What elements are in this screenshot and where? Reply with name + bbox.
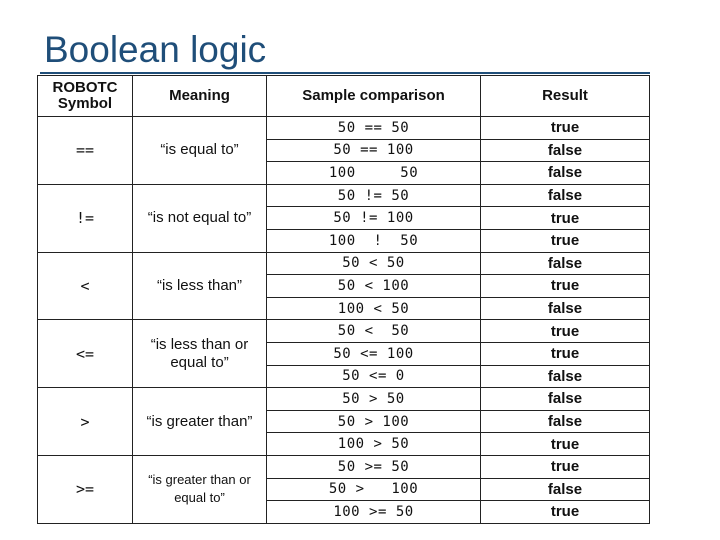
sample-comparison: 50 > 100 xyxy=(267,410,481,433)
comparison-result: false xyxy=(481,410,650,433)
sample-comparison: 50 < 100 xyxy=(267,275,481,298)
sample-comparison: 50 >= 50 xyxy=(267,455,481,478)
operator-meaning: “is less than” xyxy=(133,252,267,320)
sample-comparison: 50 < 50 xyxy=(267,252,481,275)
table-header-row xyxy=(38,76,650,117)
comparison-result: false xyxy=(481,184,650,207)
table-row xyxy=(38,252,650,275)
comparison-result: true xyxy=(481,501,650,524)
sample-comparison: 100 > 50 xyxy=(267,433,481,456)
comparison-result: false xyxy=(481,139,650,162)
operator-meaning: “is greater than or equal to” xyxy=(133,455,267,523)
comparison-result: true xyxy=(481,117,650,140)
table-row xyxy=(38,455,650,478)
comparison-result: false xyxy=(481,388,650,411)
operator-symbol: > xyxy=(38,388,133,456)
comparison-result: true xyxy=(481,229,650,252)
header-meaning: Meaning xyxy=(133,76,267,117)
comparison-result: true xyxy=(481,320,650,343)
sample-comparison: 50 == 50 xyxy=(267,117,481,140)
header-symbol-line1: ROBOTC xyxy=(52,79,118,96)
table-row xyxy=(38,320,650,343)
header-symbol xyxy=(38,76,133,117)
slide-title: Boolean logic xyxy=(44,29,267,70)
header-comparison: Sample comparison xyxy=(267,76,481,117)
comparison-result: true xyxy=(481,342,650,365)
sample-comparison: 100 ! 50 xyxy=(267,229,481,252)
operator-meaning: “is greater than” xyxy=(133,388,267,456)
comparison-result: false xyxy=(481,162,650,185)
comparison-result: true xyxy=(481,433,650,456)
sample-comparison: 50 <= 0 xyxy=(267,365,481,388)
sample-comparison: 100 < 50 xyxy=(267,297,481,320)
sample-comparison: 50 != 100 xyxy=(267,207,481,230)
sample-comparison: 50 != 50 xyxy=(267,184,481,207)
comparison-result: false xyxy=(481,478,650,501)
operator-symbol: == xyxy=(38,117,133,185)
operator-meaning: “is not equal to” xyxy=(133,184,267,252)
sample-comparison: 100 >= 50 xyxy=(267,501,481,524)
table-row xyxy=(38,117,650,140)
header-result: Result xyxy=(481,76,650,117)
header-symbol-line2: Symbol xyxy=(57,95,113,112)
sample-comparison: 50 < 50 xyxy=(267,320,481,343)
operator-meaning: “is less than or equal to” xyxy=(133,320,267,388)
comparison-result: false xyxy=(481,252,650,275)
operator-symbol: < xyxy=(38,252,133,320)
comparison-result: true xyxy=(481,207,650,230)
table-row xyxy=(38,184,650,207)
table-row xyxy=(38,388,650,411)
operator-symbol: <= xyxy=(38,320,133,388)
sample-comparison: 50 <= 100 xyxy=(267,342,481,365)
comparison-result: false xyxy=(481,365,650,388)
comparison-result: true xyxy=(481,275,650,298)
operator-symbol: != xyxy=(38,184,133,252)
boolean-logic-table xyxy=(37,75,650,524)
operator-meaning: “is equal to” xyxy=(133,117,267,185)
sample-comparison: 50 > 100 xyxy=(267,478,481,501)
sample-comparison: 50 > 50 xyxy=(267,388,481,411)
operator-symbol: >= xyxy=(38,455,133,523)
sample-comparison: 100 50 xyxy=(267,162,481,185)
sample-comparison: 50 == 100 xyxy=(267,139,481,162)
title-underline xyxy=(40,72,650,74)
comparison-result: true xyxy=(481,455,650,478)
comparison-result: false xyxy=(481,297,650,320)
